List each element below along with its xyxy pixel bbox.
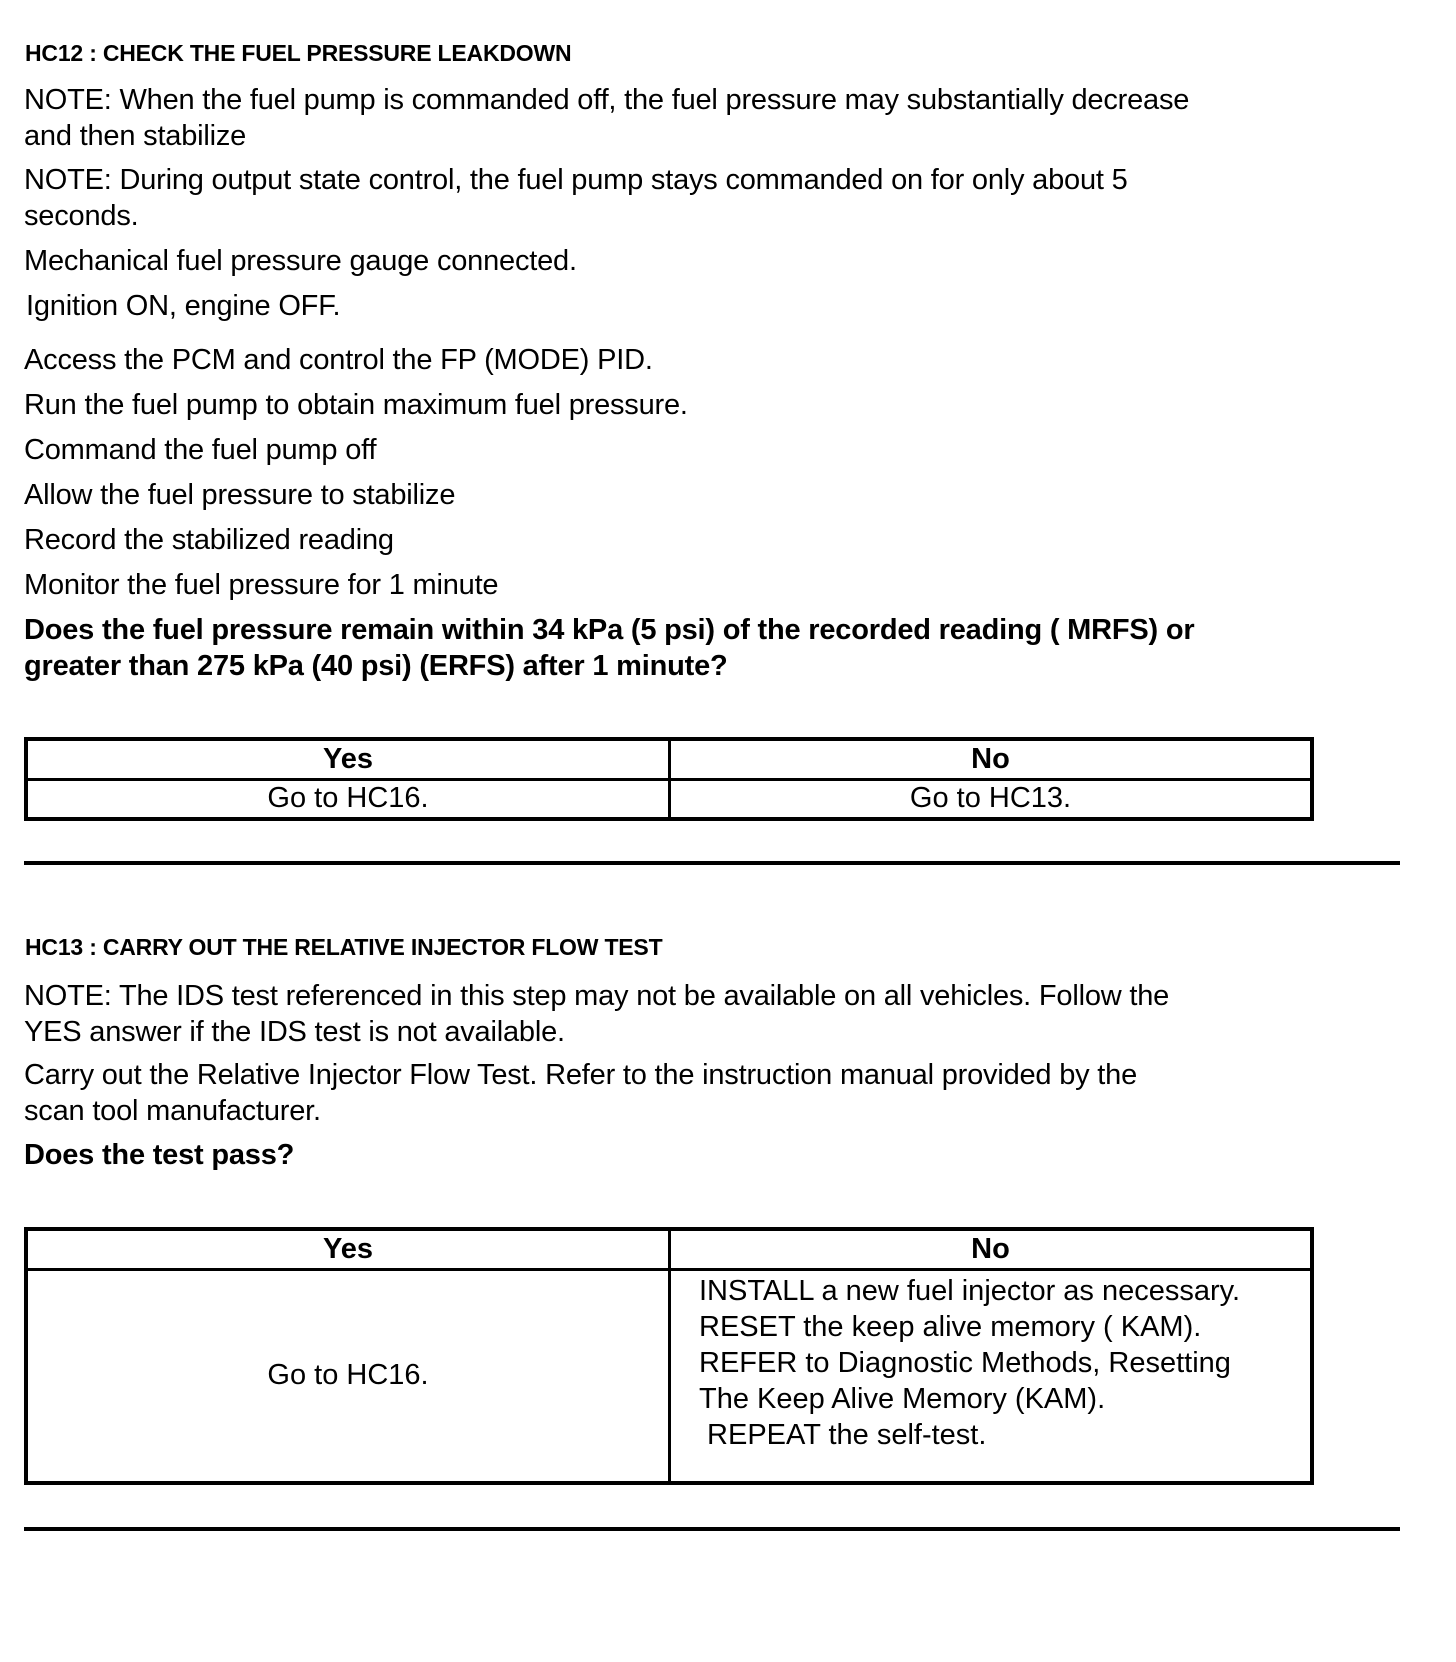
hc12-yes-header: Yes (26, 739, 670, 779)
hc13-no-actions (670, 1269, 1313, 1483)
hc13-step-line-2: scan tool manufacturer. (24, 1095, 321, 1127)
hc13-decision-table (24, 1227, 1314, 1485)
hc12-note-2-line-2: seconds. (24, 200, 139, 232)
hc12-step: Allow the fuel pressure to stabilize (24, 479, 456, 511)
hc12-step: Ignition ON, engine OFF. (26, 290, 341, 322)
hc12-note-1-line-2: and then stabilize (24, 120, 247, 152)
hc12-no-header: No (670, 739, 1313, 779)
hc13-question: Does the test pass? (24, 1139, 295, 1171)
section-divider (24, 1527, 1400, 1531)
hc13-no-header: No (670, 1229, 1313, 1269)
hc12-question (24, 612, 1194, 684)
hc12-question-line-1: Does the fuel pressure remain within 34 kPa (5 psi) of the recorded reading ( MRFS) or (24, 614, 1195, 646)
hc12-step: Command the fuel pump off (24, 434, 377, 466)
hc13-note (24, 978, 1169, 1050)
hc13-step-line-1: Carry out the Relative Injector Flow Test. Refer to the instruction manual provided by the (24, 1059, 1138, 1091)
hc13-no-action-item: INSTALL a new fuel injector as necessary. (699, 1274, 1241, 1307)
section-divider (24, 861, 1400, 865)
hc12-step: Monitor the fuel pressure for 1 minute (24, 569, 499, 601)
hc12-no-action[interactable]: Go to HC13. (670, 779, 1313, 819)
hc12-step: Access the PCM and control the FP (MODE) PID. (24, 344, 653, 376)
hc12-note-1 (24, 82, 1189, 154)
hc12-note-2 (24, 162, 1128, 234)
hc13-no-action-item: RESET the keep alive memory ( KAM). (699, 1310, 1202, 1343)
hc13-heading: HC13 : CARRY OUT THE RELATIVE INJECTOR FLOW TEST (25, 934, 663, 960)
hc13-yes-header: Yes (26, 1229, 670, 1269)
hc13-note-line-1: NOTE: The IDS test referenced in this step may not be available on all vehicles. Follow the (24, 980, 1170, 1012)
hc13-no-action-item[interactable]: The Keep Alive Memory (KAM). (699, 1382, 1106, 1415)
hc12-step: Record the stabilized reading (24, 524, 394, 556)
hc12-question-line-2: greater than 275 kPa (40 psi) (ERFS) after 1 minute? (24, 650, 728, 682)
hc12-yes-action[interactable]: Go to HC16. (26, 779, 670, 819)
hc12-heading: HC12 : CHECK THE FUEL PRESSURE LEAKDOWN (25, 40, 572, 66)
hc12-note-1-line-1: NOTE: When the fuel pump is commanded off, the fuel pressure may substantially decrease (24, 84, 1190, 116)
hc13-note-line-2: YES answer if the IDS test is not available. (24, 1016, 565, 1048)
hc12-decision-table (24, 737, 1314, 821)
hc13-no-action-item[interactable]: REFER to Diagnostic Methods, Resetting (699, 1346, 1231, 1379)
hc13-no-action-item: REPEAT the self-test. (699, 1418, 987, 1451)
hc12-note-2-line-1: NOTE: During output state control, the fuel pump stays commanded on for only about 5 (24, 164, 1128, 196)
hc12-step: Mechanical fuel pressure gauge connected. (24, 245, 577, 277)
hc13-yes-action[interactable]: Go to HC16. (26, 1269, 670, 1483)
hc13-step (24, 1057, 1137, 1129)
hc12-step: Run the fuel pump to obtain maximum fuel pressure. (24, 389, 688, 421)
